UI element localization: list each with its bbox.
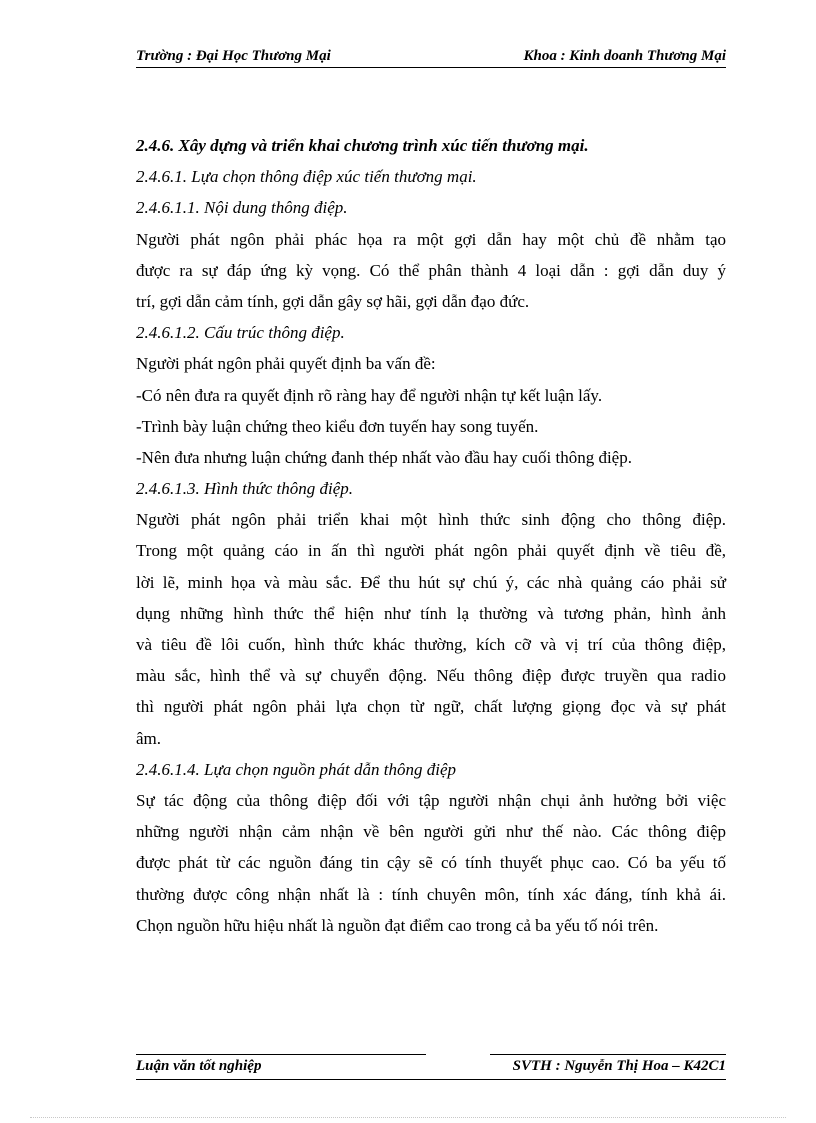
paragraph-line: màu sắc, hình thể và sự chuyển động. Nếu thông điệp được truyền qua radio xyxy=(136,666,726,686)
footer-rule-right xyxy=(490,1054,726,1055)
paragraph-line: được phát từ các nguồn đáng tin cậy sẽ có tính thuyết phục cao. Có ba yếu tố xyxy=(136,853,726,873)
paragraph-line: âm. xyxy=(136,728,162,748)
paragraph-line: dụng những hình thức thể hiện như tính lạ thường và tương phản, hình ảnh xyxy=(136,603,726,623)
subsection-heading: 2.4.6.1.1. Nội dung thông điệp. xyxy=(136,198,348,218)
paragraph-line: lời lẽ, minh họa và màu sắc. Để thu hút sự chú ý, các nhà quảng cáo phải sử xyxy=(136,572,726,592)
list-item: -Có nên đưa ra quyết định rõ ràng hay để người nhận tự kết luận lấy. xyxy=(136,385,603,405)
paragraph-line: và tiêu đề lôi cuốn, hình thức khác thường, kích cỡ và vị trí của thông điệp, xyxy=(136,635,726,654)
list-item: -Trình bày luận chứng theo kiểu đơn tuyến hay song tuyến. xyxy=(136,416,539,436)
paragraph-line: Người phát ngôn phải phác họa ra một gợi dẫn hay một chủ đề nhằm tạo xyxy=(136,229,726,249)
paragraph-line: Người phát ngôn phải triển khai một hình thức sinh động cho thông điệp. xyxy=(136,510,726,530)
subsection-heading: 2.4.6.1.3. Hình thức thông điệp. xyxy=(136,479,354,499)
footer-bottom-rule xyxy=(136,1079,726,1080)
footer-student: SVTH : Nguyễn Thị Hoa – K42C1 xyxy=(512,1058,726,1074)
paragraph-line: được ra sự đáp ứng kỳ vọng. Có thể phân thành 4 loại dẫn : gợi dẫn duy ý xyxy=(136,260,726,280)
document-body xyxy=(136,130,726,941)
page-edge-dotted-line xyxy=(30,1117,786,1118)
footer-rule-left xyxy=(136,1054,426,1055)
list-item: -Nên đưa nhưng luận chứng đanh thép nhất vào đầu hay cuối thông điệp. xyxy=(136,447,632,467)
page-header xyxy=(136,48,726,68)
paragraph-line: Sự tác động của thông điệp đối với tập người nhận chụi ảnh hưởng bởi việc xyxy=(136,790,726,810)
header-school: Trường : Đại Học Thương Mại xyxy=(136,48,331,64)
paragraph-line: thì người phát ngôn phải lựa chọn từ ngữ, chất lượng giọng đọc và sự phát xyxy=(136,697,726,717)
paragraph-line: Trong một quảng cáo in ấn thì người phát ngôn phải quyết định về tiêu đề, xyxy=(136,541,726,561)
section-title: 2.4.6. Xây dựng và triển khai chương trình xúc tiến thương mại. xyxy=(136,136,589,155)
paragraph-line: những người nhận cảm nhận về bên người gửi như thế nào. Các thông điệp xyxy=(136,822,726,842)
paragraph-line: trí, gợi dẫn cảm tính, gợi dẫn gây sợ hãi, gợi dẫn đạo đức. xyxy=(136,291,530,311)
subsection-heading: 2.4.6.1. Lựa chọn thông điệp xúc tiến thương mại. xyxy=(136,167,477,187)
subsection-heading: 2.4.6.1.2. Cấu trúc thông điệp. xyxy=(136,323,345,343)
header-rule xyxy=(136,67,726,68)
page-footer xyxy=(136,1058,726,1078)
paragraph-line: thường được công nhận nhất là : tính chuyên môn, tính xác đáng, tính khả ái. xyxy=(136,884,726,904)
header-faculty: Khoa : Kinh doanh Thương Mại xyxy=(523,48,726,64)
subsection-heading: 2.4.6.1.4. Lựa chọn nguồn phát dẫn thông điệp xyxy=(136,759,456,779)
paragraph-line: Chọn nguồn hữu hiệu nhất là nguồn đạt điểm cao trong cả ba yếu tố nói trên. xyxy=(136,915,659,935)
paragraph-line: Người phát ngôn phải quyết định ba vấn đề: xyxy=(136,354,436,374)
footer-thesis-label: Luận văn tốt nghiệp xyxy=(136,1058,262,1074)
